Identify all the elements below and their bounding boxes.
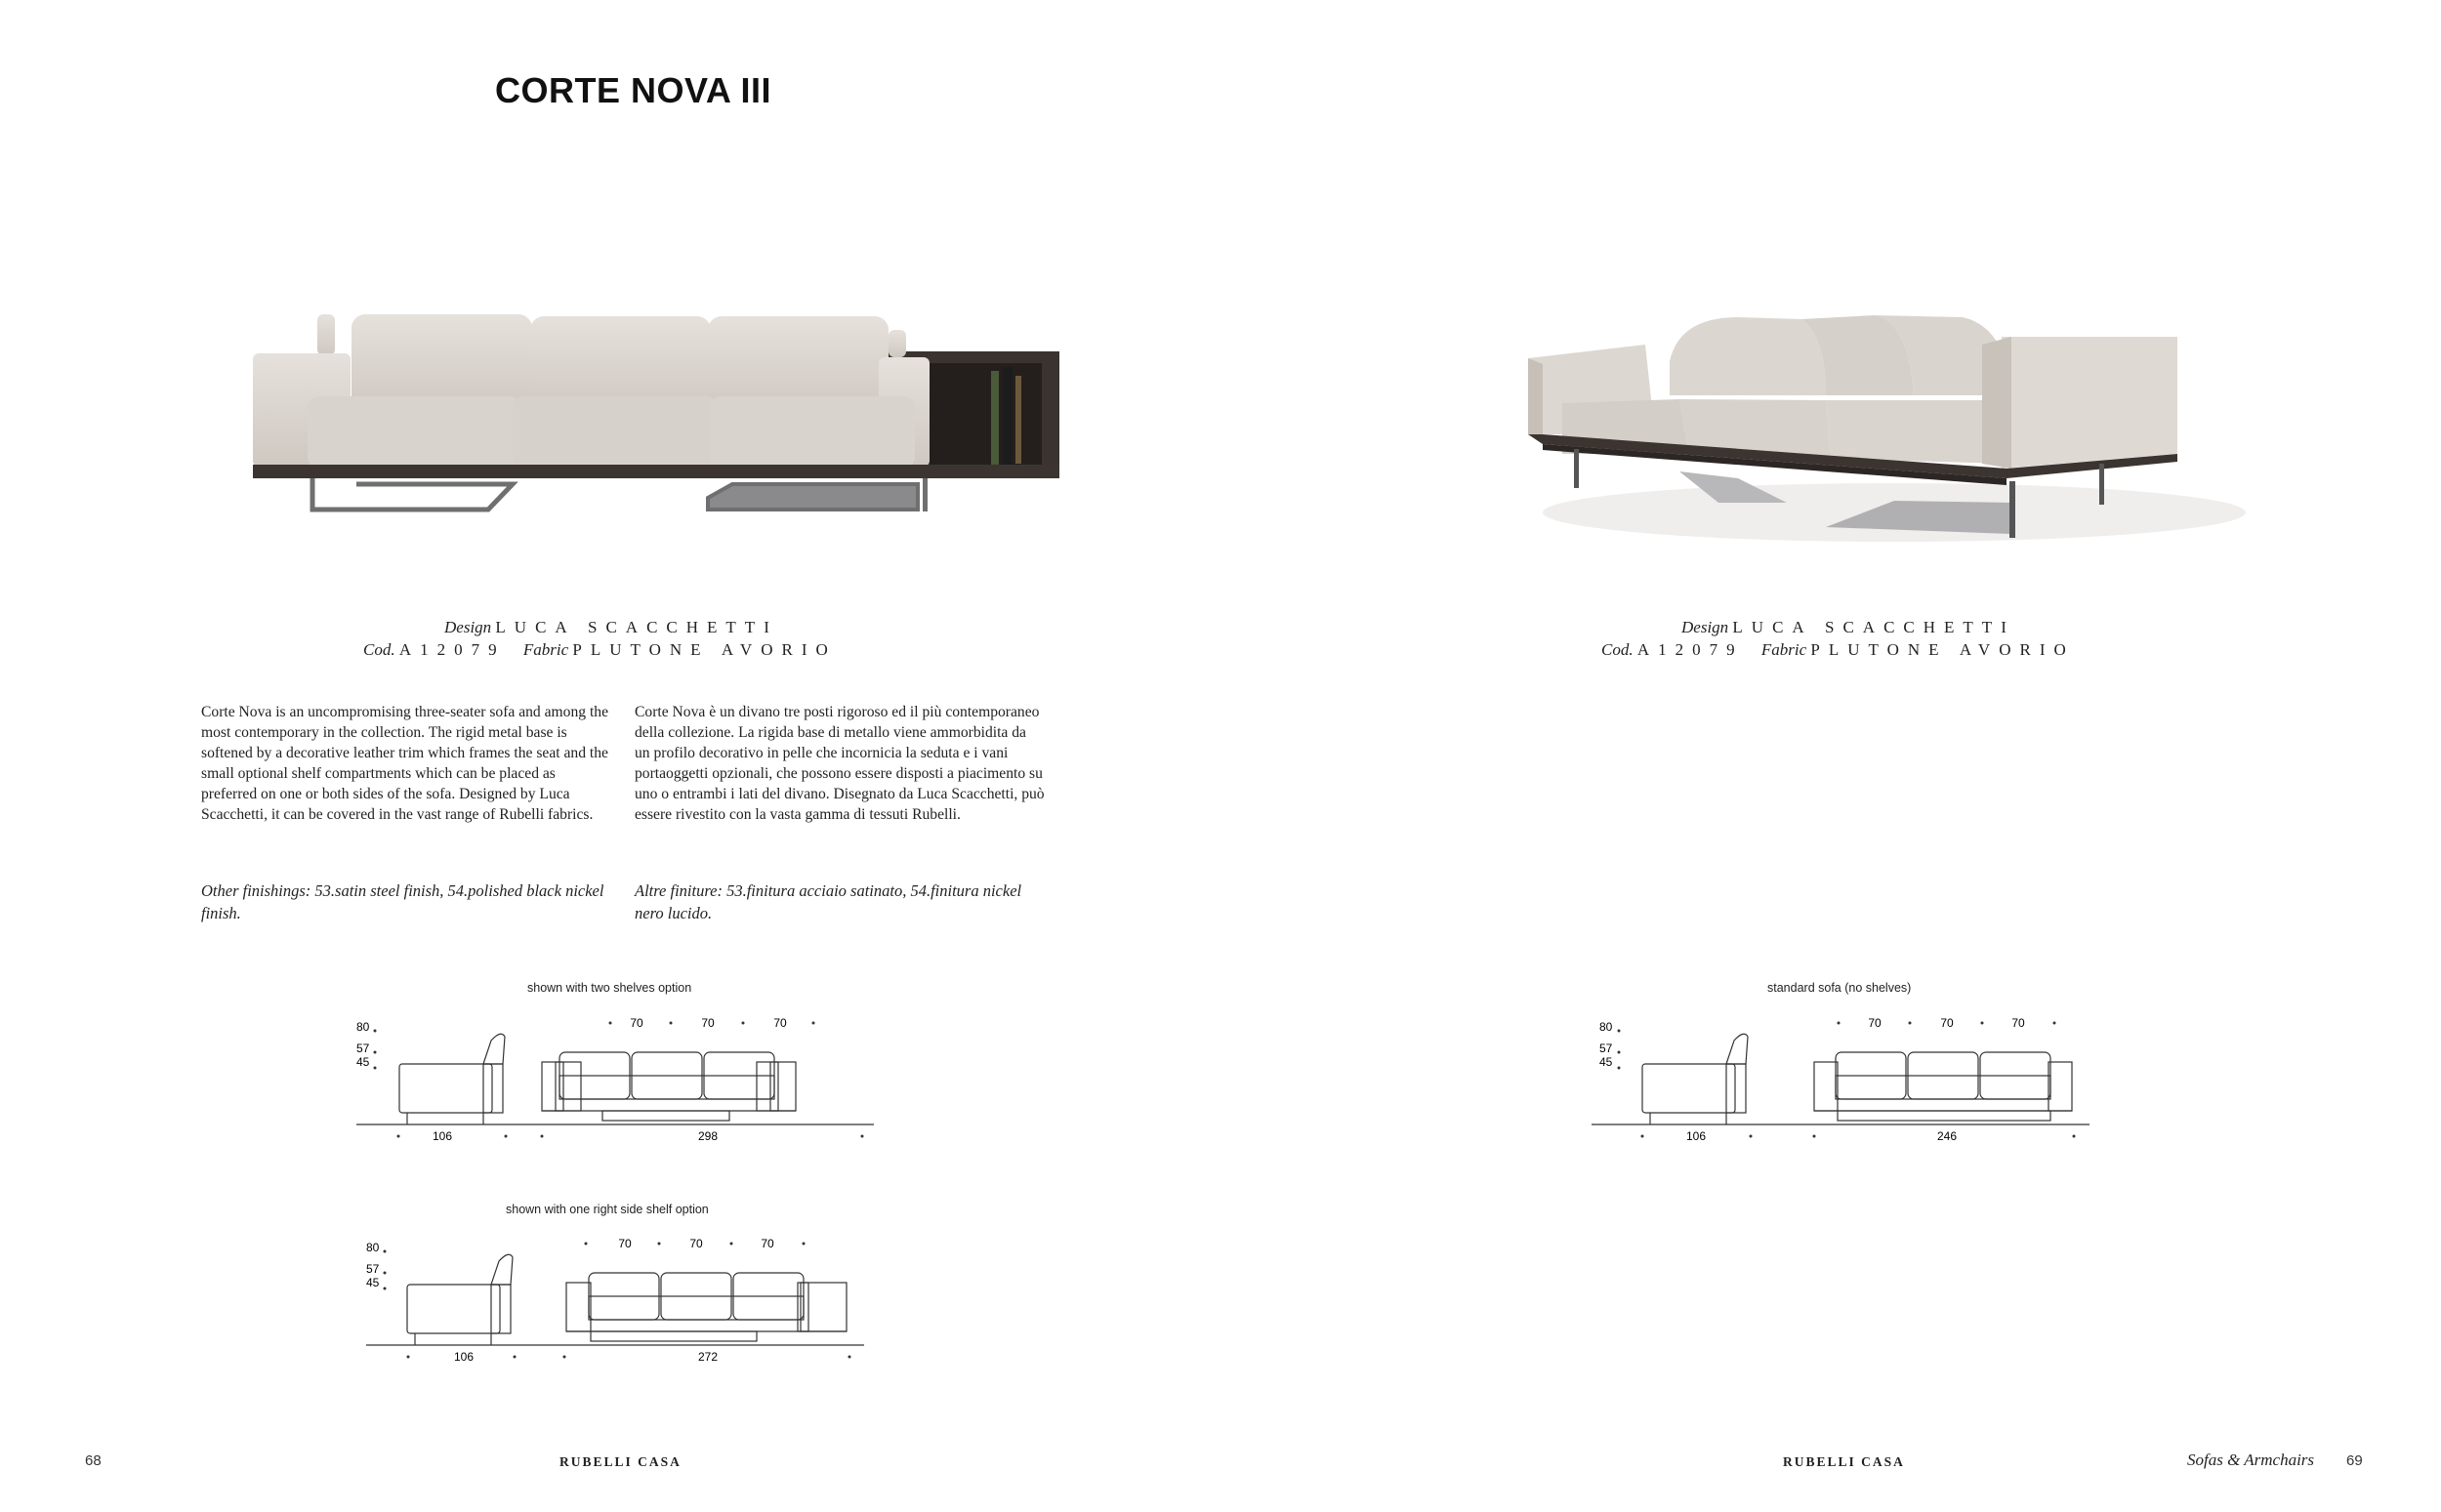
technical-drawing-one-shelf xyxy=(356,1236,884,1372)
seat-width-2: 70 xyxy=(701,1016,715,1030)
fabric-value: PLUTONE AVORIO xyxy=(572,640,837,659)
technical-drawing-standard xyxy=(1592,1015,2099,1152)
design-label: Design xyxy=(444,618,492,636)
credit-code-right xyxy=(1601,640,2075,660)
sofa-perspective-photo xyxy=(1504,307,2265,561)
width-label: 246 xyxy=(1936,1129,1958,1143)
code-value: A12079 xyxy=(398,640,506,659)
cod-label: Cod. xyxy=(363,640,395,659)
credit-design-right xyxy=(1681,618,2015,637)
finishings-english: Other finishings: 53.satin steel finish, 54.polished black nickel finish. xyxy=(201,881,604,922)
fabric-value: PLUTONE AVORIO xyxy=(1810,640,2075,659)
finishings-italian: Altre finiture: 53.finitura acciaio satinato, 54.finitura nickel nero lucido. xyxy=(635,881,1022,922)
seat-width-1: 70 xyxy=(1868,1016,1882,1030)
page-number-right: 69 xyxy=(2346,1452,2363,1469)
design-label: Design xyxy=(1681,618,1729,636)
brand-footer-right: RUBELLI CASA xyxy=(1783,1454,1905,1469)
designer-name: LUCA SCACCHETTI xyxy=(1732,618,2015,636)
description-italian: Corte Nova è un divano tre posti rigoroso ed il più contemporaneo della collezione. La rigida base di metallo viene ammorbidita da un profilo decorativo in pelle che incornicia la seduta e i vani portaoggetti opzionali, che possono essere disposti a piacimento su uno o entrambi i lati del divano. Disegnato da Luca Scacchetti, può essere rivestito con la vasta gamma di tessuti Rubelli. xyxy=(635,704,1045,823)
description-english: Corte Nova is an uncompromising three-seater sofa and among the most contemporary in the collection. The rigid metal base is softened by a decorative leather trim which frames the seat and the small optional shelf compartments which can be placed as preferred on one or both sides of the sofa. Designed by Luca Scacchetti, it can be covered in the vast range of Rubelli fabrics. xyxy=(201,704,609,823)
fabric-label: Fabric xyxy=(522,640,569,659)
width-label: 298 xyxy=(697,1129,719,1143)
fabric-label: Fabric xyxy=(1760,640,1807,659)
drawing-caption: shown with two shelves option xyxy=(527,981,692,995)
height-57: 57 xyxy=(356,1042,370,1055)
width-label: 272 xyxy=(697,1350,719,1364)
seat-width-3: 70 xyxy=(773,1016,787,1030)
drawing-caption: standard sofa (no shelves) xyxy=(1767,981,1912,995)
depth-label: 106 xyxy=(432,1129,453,1143)
designer-name: LUCA SCACCHETTI xyxy=(495,618,778,636)
depth-label: 106 xyxy=(453,1350,475,1364)
seat-width-2: 70 xyxy=(689,1237,703,1250)
height-45: 45 xyxy=(366,1276,380,1289)
seat-width-1: 70 xyxy=(630,1016,643,1030)
depth-label: 106 xyxy=(1685,1129,1707,1143)
page-title: CORTE NOVA III xyxy=(495,70,772,110)
height-45: 45 xyxy=(1599,1055,1613,1069)
drawing-caption: shown with one right side shelf option xyxy=(506,1203,709,1216)
height-80: 80 xyxy=(356,1020,370,1034)
sofa-front-photo xyxy=(249,303,1069,537)
height-57: 57 xyxy=(1599,1042,1613,1055)
page-number-left: 68 xyxy=(85,1452,102,1469)
seat-width-2: 70 xyxy=(1940,1016,1954,1030)
credit-design-left xyxy=(444,618,778,637)
height-45: 45 xyxy=(356,1055,370,1069)
section-name: Sofas & Armchairs xyxy=(2187,1451,2315,1469)
credit-code-left xyxy=(363,640,837,660)
brand-footer-left: RUBELLI CASA xyxy=(559,1454,682,1469)
seat-width-3: 70 xyxy=(2011,1016,2025,1030)
height-57: 57 xyxy=(366,1262,380,1276)
height-80: 80 xyxy=(366,1241,380,1254)
seat-width-1: 70 xyxy=(618,1237,632,1250)
height-80: 80 xyxy=(1599,1020,1613,1034)
technical-drawing-two-shelves xyxy=(347,1015,893,1152)
cod-label: Cod. xyxy=(1601,640,1634,659)
seat-width-3: 70 xyxy=(761,1237,774,1250)
code-value: A12079 xyxy=(1636,640,1744,659)
